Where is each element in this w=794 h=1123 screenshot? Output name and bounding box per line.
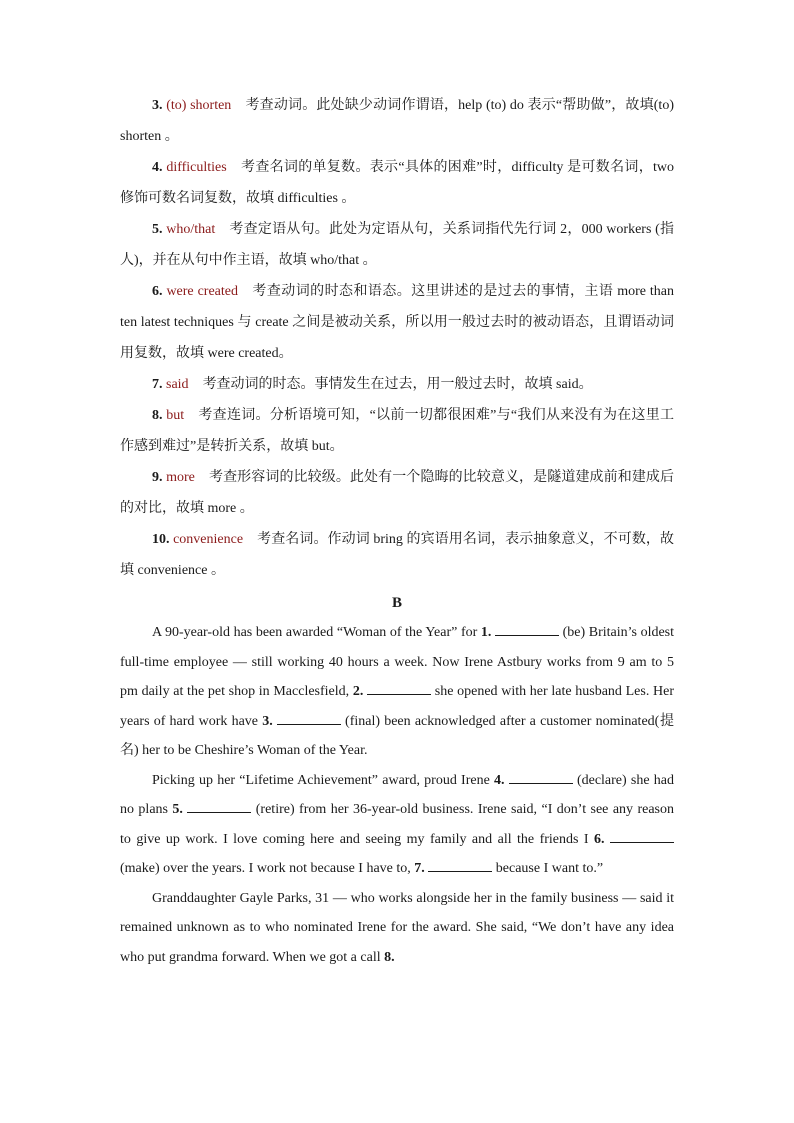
answer-text: (to) shorten [166, 98, 232, 113]
answer-text: convenience [173, 532, 244, 547]
answer-number: 3. [152, 98, 163, 113]
answer-text: said [166, 377, 189, 392]
document-page [120, 90, 674, 972]
answer-explanation: 考查动词的时态和语态。这里讲述的是过去的事情，主语 more than ten latest techniques 与 create 之间是被动关系，所以用一般过去时的被动语态，且谓语动词用复数，故填 were created。 [120, 284, 674, 361]
answer-text: more [166, 470, 195, 485]
blank-7[interactable] [428, 858, 492, 872]
answer-text: who/that [166, 222, 216, 237]
passage-text: (retire) from her 36-year-old business. Irene said, “I don’t see any reason to give up work. I love coming here and seeing my family and all the friends I [120, 802, 674, 847]
answer-item [120, 90, 674, 152]
answer-item [120, 369, 674, 400]
answer-explanation: 考查定语从句。此处为定语从句，关系词指代先行词 2，000 workers (指人)，并在从句中作主语，故填 who/that 。 [120, 222, 674, 268]
blank-number: 2. [352, 684, 364, 699]
answer-explanation: 考查连词。分析语境可知，“以前一切都很困难”与“我们从来没有为在这里工作感到难过”是转折关系，故填 but。 [120, 408, 675, 454]
answer-explanation: 考查动词的时态。事情发生在过去，用一般过去时，故填 said。 [202, 377, 593, 392]
passage-paragraph [120, 618, 674, 766]
passage-text: because I want to.” [492, 861, 604, 876]
answer-number: 8. [152, 408, 163, 423]
passage-text: (be) Britain’s oldest full-time employee — still working 40 hours a week. Now Irene Astbury works from 9 am to 5 pm daily at the pet shop in Macclesfield, [120, 625, 675, 699]
answer-number: 5. [152, 222, 163, 237]
answer-explanation: 考查名词。作动词 bring 的宾语用名词，表示抽象意义，不可数，故填 convenience 。 [120, 532, 674, 578]
passage-text: Granddaughter Gayle Parks, 31 — who works alongside her in the family business — said it remained unknown as to who nominated Irene for the award. She said, “We don’t have any idea who put grandma forward. When we got a call [120, 890, 674, 965]
section-title: B [391, 595, 402, 611]
blank-2[interactable] [367, 681, 431, 695]
blank-6[interactable] [610, 829, 674, 843]
answer-item [120, 214, 674, 276]
blank-number: 5. [172, 802, 183, 817]
passage-text: (declare) she had no plans [120, 772, 674, 817]
blank-number: 8. [384, 949, 395, 965]
blank-number: 3. [262, 713, 273, 729]
blank-5[interactable] [187, 799, 251, 813]
answer-number: 10. [152, 532, 170, 547]
answer-item [120, 276, 674, 369]
answer-item [120, 400, 674, 462]
answer-item [120, 524, 674, 586]
answer-number: 9. [152, 470, 163, 485]
answer-explanation: 考查名词的单复数。表示“具体的困难”时，difficulty 是可数名词，two 修饰可数名词复数，故填 difficulties 。 [120, 160, 674, 206]
answer-explanation: 考查动词。此处缺少动词作谓语，help (to) do 表示“帮助做”，故填(to) shorten 。 [120, 98, 674, 144]
answer-explanation: 考查形容词的比较级。此处有一个隐晦的比较意义，是隧道建成前和建成后的对比，故填 more 。 [120, 470, 675, 516]
blank-number: 7. [414, 861, 425, 876]
cloze-passage [120, 618, 674, 972]
answer-text: were created [166, 284, 238, 299]
answer-explanations [120, 90, 674, 586]
answer-number: 6. [152, 284, 163, 299]
passage-text: Picking up her “Lifetime Achievement” award, proud Irene [152, 772, 495, 788]
passage-text: A 90-year-old has been awarded “Woman of the Year” for [152, 625, 481, 640]
answer-item [120, 462, 674, 524]
passage-text: she opened with her late husband Les. Her years of hard work have [120, 684, 675, 729]
passage-text: (final) been acknowledged after a customer nominated(提名) her to be Cheshire’s Woman of the Year. [120, 713, 675, 758]
blank-4[interactable] [509, 770, 573, 784]
passage-paragraph [120, 766, 674, 884]
answer-text: but [166, 408, 185, 423]
answer-text: difficulties [166, 160, 227, 175]
blank-number: 4. [494, 772, 505, 788]
answer-number: 4. [152, 160, 163, 175]
passage-text: (make) over the years. I work not because I have to, [120, 861, 415, 876]
blank-number: 1. [480, 625, 492, 640]
passage-paragraph [120, 884, 674, 973]
blank-3[interactable] [277, 711, 341, 725]
blank-number: 6. [594, 831, 605, 847]
answer-number: 7. [152, 377, 163, 392]
answer-item [120, 152, 674, 214]
blank-1[interactable] [495, 622, 559, 636]
